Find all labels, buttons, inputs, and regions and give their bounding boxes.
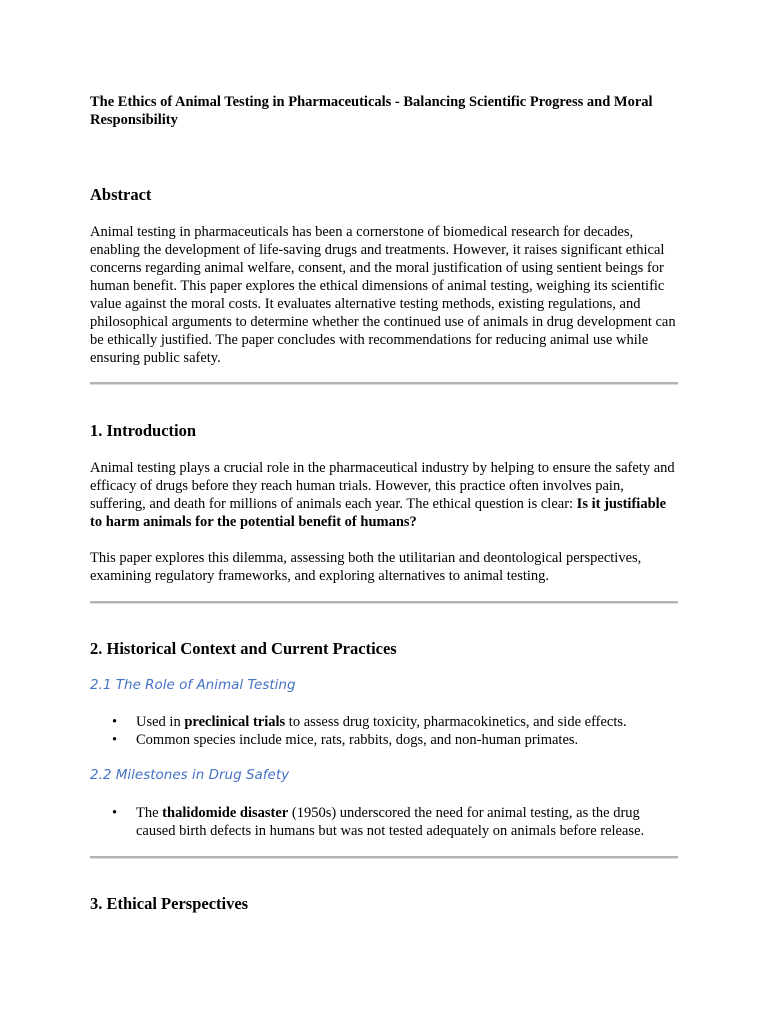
bullet-icon: • [112,714,118,730]
section-divider [90,601,678,604]
list-item-emphasis: thalidomide disaster [162,805,289,821]
subheading-role-of-animal-testing: 2.1 The Role of Animal Testing [90,677,296,693]
list-item-emphasis: preclinical trials [184,714,286,730]
introduction-paragraph-1-text: Animal testing plays a crucial role in the pharmaceutical industry by helping to ensure the safety and efficacy of drugs before they reach human trials. However, this practice often involves pain, suffering, and death for millions of animals each year. The ethical question is clear: [90,460,675,512]
list-item-text: The [136,805,163,821]
introduction-paragraph-1 [90,459,680,531]
list-item-text: to assess drug toxicity, pharmacokinetics, and side effects. [285,714,627,730]
milestones-bullet-list [90,804,678,840]
ethical-question: Is it justifiable to harm animals for the potential benefit of humans? [90,496,667,530]
abstract-heading: Abstract [90,185,152,204]
abstract-text: Animal testing in pharmaceuticals has been a cornerstone of biomedical research for decades, enabling the development of life-saving drugs and treatments. However, it raises significant ethical concerns regarding animal welfare, consent, and the moral justification of using sentient beings for human benefit. This paper explores the ethical dimensions of animal testing, weighing its scientific value against the moral costs. It evaluates alternative testing methods, existing regulations, and philosophical arguments to determine whether the continued use of animals in drug development can be ethically justified. The paper concludes with recommendations for reducing animal use while ensuring public safety. [90,224,676,366]
bullet-icon: • [112,732,118,748]
list-item [90,804,678,840]
section-divider [90,382,678,385]
list-item-text: Common species include mice, rats, rabbits, dogs, and non-human primates. [136,732,579,748]
role-bullet-list [90,713,678,749]
historical-heading: 2. Historical Context and Current Practices [90,639,397,658]
document-title: The Ethics of Animal Testing in Pharmaceuticals - Balancing Scientific Progress and Moral Responsibility [90,94,653,128]
bullet-icon: • [112,805,118,821]
subheading-milestones-in-drug-safety: 2.2 Milestones in Drug Safety [90,767,290,783]
list-item-text: Used in [136,714,185,730]
introduction-paragraph-2: This paper explores this dilemma, assessing both the utilitarian and deontological perspectives, examining regulatory frameworks, and exploring alternatives to animal testing. [90,550,642,584]
ethical-perspectives-heading: 3. Ethical Perspectives [90,894,249,913]
introduction-heading: 1. Introduction [90,421,197,440]
list-item [90,713,678,731]
list-item-text: (1950s) underscored the need for animal testing, as the drug caused birth defects in humans but was not tested adequately on animals before release. [136,805,645,839]
section-divider [90,856,678,859]
list-item [90,731,678,749]
